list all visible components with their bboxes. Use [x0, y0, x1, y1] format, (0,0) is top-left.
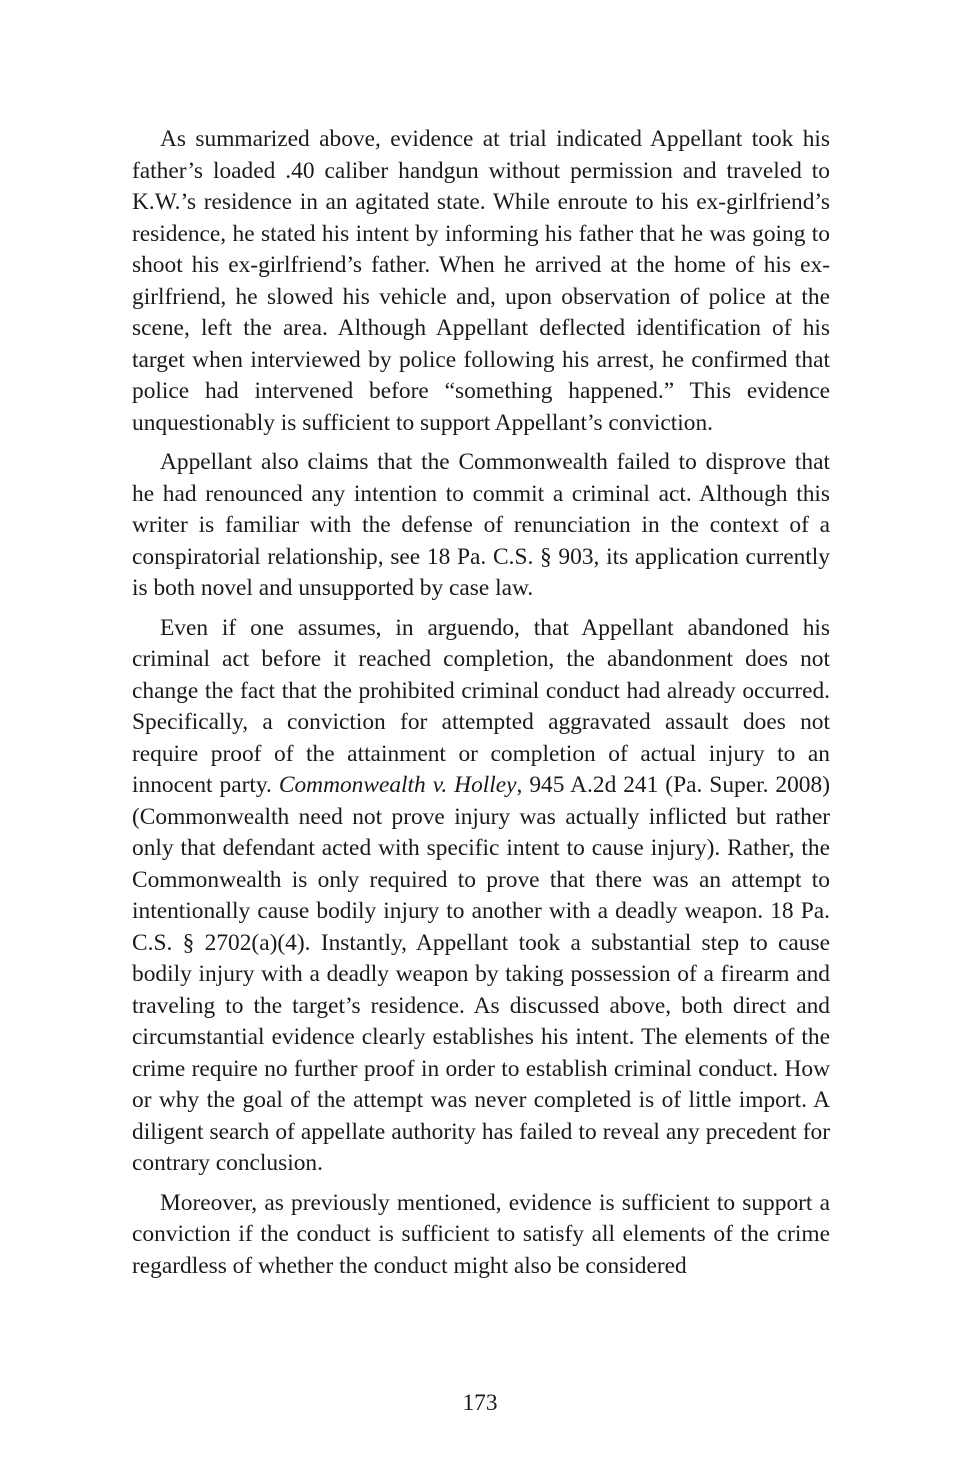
page-body — [132, 124, 830, 1290]
abandonment-text-after-citation: , 945 A.2d 241 (Pa. Super. 2008) (Commonwealth need not prove injury was actually inflicted but rather only that defendant acted with specific intent to cause injury). Rather, the Commonwealth is only required to prove that there was an attempt to intentionally cause bodily injury to another with a deadly weapon. 18 Pa. C.S. § 2702(a)(4). Instantly, Appellant took a substantial step to cause bodily injury with a deadly weapon by taking possession of a firearm and traveling to the target’s residence. As discussed above, both direct and circumstantial evidence clearly establishes his intent. The elements of the crime require no further proof in order to establish criminal conduct. How or why the goal of the attempt was never completed is of little import. A diligent search of appellate authority has failed to reveal any precedent for contrary conclusion. — [132, 772, 830, 1176]
paragraph-evidence-summary: As summarized above, evidence at trial indicated Appellant took his father’s loaded .40 caliber handgun without permission and traveled to K.W.’s residence in an agitated state. While enroute to his ex-girlfriend’s residence, he stated his intent by informing his father that he was going to shoot his ex-girlfriend’s father. When he arrived at the home of his ex-girlfriend, he slowed his vehicle and, upon observation of police at the scene, left the area. Although Appellant deflected identification of his target when interviewed by police following his arrest, he confirmed that police had intervened before “something happened.” This evidence unquestionably is sufficient to support Appellant’s conviction. — [132, 126, 830, 436]
page-number: 173 — [462, 1390, 498, 1416]
paragraph-abandonment-analysis — [132, 613, 830, 1180]
paragraph-sufficiency-continued: Moreover, as previously mentioned, evidence is sufficient to support a conviction if the conduct is sufficient to satisfy all elements of the crime regardless of whether the conduct might also be considered — [132, 1189, 830, 1279]
paragraph-renunciation-claim: Appellant also claims that the Commonwealth failed to disprove that he had renounced any intention to commit a criminal act. Although this writer is familiar with the defense of renunciation in the context of a conspiratorial relationship, see 18 Pa. C.S. § 903, its application currently is both novel and unsupported by case law. — [132, 449, 830, 601]
abandonment-text-before-citation: Even if one assumes, in arguendo, that Appellant abandoned his criminal act before it reached completion, the abandonment does not change the fact that the prohibited criminal conduct had already occurred. Specifically, a conviction for attempted aggravated assault does not require proof of the attainment or completion of actual injury to an innocent party. — [132, 614, 830, 798]
case-citation-name: Commonwealth v. Holley — [278, 772, 517, 798]
